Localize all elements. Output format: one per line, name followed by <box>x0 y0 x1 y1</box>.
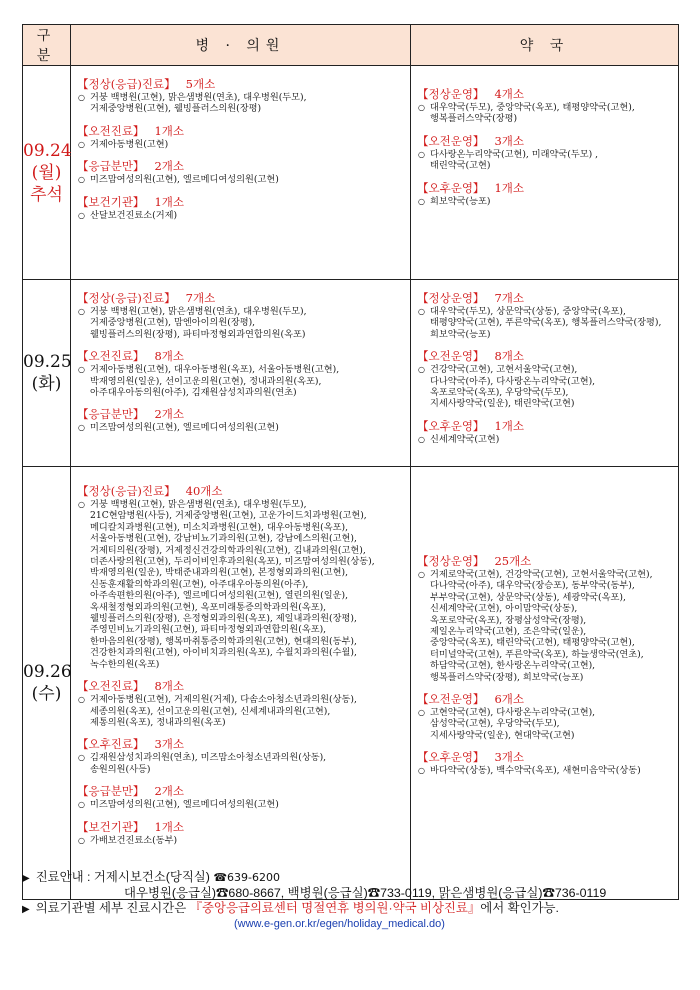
facility-list <box>77 835 406 846</box>
header-pharmacy: 약 국 <box>411 25 679 66</box>
circle-bullet-icon: ○ <box>418 434 425 444</box>
facility-line: 미즈맘여성의원(고현), 엘르메디여성의원(고현) <box>90 799 279 811</box>
facility-list <box>77 752 406 775</box>
facility-line: 신세계약국(고현), 아이맘약국(상동), <box>430 603 578 615</box>
group-count: 1개소 <box>494 418 524 433</box>
group-count: 5개소 <box>185 77 216 91</box>
facility-group <box>77 678 406 728</box>
circle-bullet-icon: ○ <box>78 695 85 705</box>
group-category: 【보건기관】 <box>77 819 145 834</box>
circle-bullet-icon: ○ <box>78 365 85 375</box>
facility-group <box>417 290 674 340</box>
facility-line: 거붕 백병원(고현), 맑은샘병원(연초), 대우병원(두모), <box>90 499 307 510</box>
schedule-table <box>22 24 679 900</box>
group-count: 7개소 <box>494 291 524 305</box>
date-cell <box>23 467 71 900</box>
weekday-label: (수) <box>31 684 62 704</box>
facility-group <box>77 348 406 398</box>
facility-group <box>77 194 406 221</box>
facility-group <box>417 133 674 172</box>
facility-line: 제통의원(옥포), 정내과의원(옥포) <box>90 716 226 728</box>
facility-list <box>77 422 406 433</box>
note-detail <box>22 901 682 917</box>
group-title <box>77 194 406 210</box>
facility-line: 박재영의원(일운), 선이고운의원(고현), 정내과의원(옥포), <box>90 375 322 387</box>
facility-list <box>417 569 674 683</box>
facility-line: 다나약국(아주), 대우약국(장승포), 동부약국(동부), <box>430 580 635 592</box>
header-clinic: 병 · 의원 <box>71 25 411 66</box>
circle-bullet-icon: ○ <box>78 500 85 509</box>
facility-line: 웰빙플러스의원(장평), 파티마정형외과연합의원(옥포) <box>90 328 306 340</box>
note-contact-phone: ☎639-6200 <box>213 871 281 884</box>
group-count: 2개소 <box>154 784 184 799</box>
facility-group <box>417 348 674 410</box>
circle-bullet-icon: ○ <box>78 307 85 316</box>
group-category: 【정상운영】 <box>417 554 485 568</box>
facility-line: 희보약국(능포) <box>430 195 491 207</box>
facility-line: 세종의원(옥포), 선이고운의원(고현), 신세계내과의원(고현), <box>90 705 331 717</box>
facility-line: 중앙약국(옥포), 태린약국(고현), 태평양약국(고현), <box>430 637 635 649</box>
facility-line: 바다약국(상동), 백수약국(옥포), 새현미음약국(상동) <box>430 765 641 777</box>
facility-line: 대우약국(두모), 중앙약국(옥포), 태평양약국(고현), <box>430 102 635 113</box>
notes-section <box>22 870 682 932</box>
facility-line: 신세계약국(고현) <box>430 433 500 445</box>
group-category: 【오전진료】 <box>77 123 145 138</box>
facility-line: 산달보건진료소(거제) <box>90 209 178 221</box>
pharmacy-cell <box>411 280 679 467</box>
group-count: 3개소 <box>494 133 524 148</box>
group-title <box>417 553 674 569</box>
facility-list <box>417 364 674 410</box>
group-category: 【오전운영】 <box>417 349 485 364</box>
table-header-row <box>23 25 679 66</box>
facility-line: 대우약국(두모), 상문약국(상동), 중앙약국(옥포), <box>430 306 626 317</box>
group-category: 【응급분만】 <box>77 784 145 799</box>
facility-line: 녹수한의원(옥포) <box>90 658 160 670</box>
facility-line: 주영민비뇨기과의원(고현), 파티마정형외과연합의원(옥포), <box>90 624 327 636</box>
facility-list <box>77 364 406 398</box>
facility-line: 거붕 백병원(고현), 맑은샘병원(연초), 대우병원(두모), <box>90 306 307 317</box>
group-count: 2개소 <box>154 159 184 174</box>
note-detail-highlight: 『중앙응급의료센터 명절연휴 병의원·약국 비상진료』 <box>189 901 481 915</box>
facility-list <box>77 210 406 221</box>
circle-bullet-icon: ○ <box>78 835 85 845</box>
group-title <box>77 123 406 139</box>
facility-list <box>417 149 674 172</box>
facility-line: 신동훈재활의학과의원(고현), 아주대우아동의원(아주), <box>90 578 309 590</box>
circle-bullet-icon: ○ <box>418 307 425 316</box>
facility-group <box>77 123 406 150</box>
triangle-right-icon: ▶ <box>22 904 30 915</box>
group-count: 3개소 <box>494 750 524 765</box>
facility-line: 태린약국(고현) <box>430 160 491 172</box>
group-category: 【오후운영】 <box>417 418 485 433</box>
facility-line: 거제중앙병원(고현), 웰빙플러스의원(장평) <box>90 103 262 115</box>
facility-line: 한마음의원(장평), 행복마취통증의학과의원(고현), 현대의원(동부), <box>90 635 357 647</box>
group-category: 【오전진료】 <box>77 679 145 694</box>
facility-line: 거제중앙병원(고현), 맘엔아이의원(장평), <box>90 317 256 329</box>
group-title <box>417 86 674 102</box>
facility-list <box>77 174 406 185</box>
facility-line: 옥포로약국(옥포), 장평삼성약국(장평), <box>430 614 587 626</box>
facility-line: 김재원삼성치과의원(연초), 미즈맘소아청소년과의원(상동), <box>90 752 327 764</box>
facility-line: 다사랑온누리약국(고현), 미래약국(두모) , <box>430 148 599 160</box>
group-title <box>77 76 406 92</box>
day-row-0924 <box>23 66 679 280</box>
facility-list <box>417 196 674 207</box>
circle-bullet-icon: ○ <box>78 753 85 763</box>
group-category: 【오전진료】 <box>77 349 145 364</box>
group-category: 【오후운영】 <box>417 180 485 195</box>
facility-line: 21C현암병원(사등), 거제중앙병원(고현), 고운가이드치과병원(고현), <box>90 510 367 522</box>
group-title <box>77 406 406 422</box>
facility-list <box>77 306 406 340</box>
triangle-right-icon: ▶ <box>22 873 30 884</box>
pharmacy-cell <box>411 467 679 900</box>
facility-line: 거제아동병원(고현) <box>90 138 169 150</box>
circle-bullet-icon: ○ <box>418 570 425 579</box>
facility-line: 삼성약국(고현), 우당약국(두모), <box>430 718 560 730</box>
facility-line: 하담약국(고현), 한사랑온누리약국(고현), <box>430 660 596 672</box>
date-cell <box>23 280 71 467</box>
group-category: 【오전운영】 <box>417 133 485 148</box>
circle-bullet-icon: ○ <box>418 708 425 718</box>
group-category: 【보건기관】 <box>77 194 145 209</box>
group-category: 【오후운영】 <box>417 750 485 765</box>
facility-line: 행복플러스약국(장평) <box>430 113 518 125</box>
facility-line: 송원의원(사등) <box>90 763 151 775</box>
group-count: 2개소 <box>154 407 184 422</box>
facility-line: 희보약국(능포) <box>430 328 491 340</box>
clinic-cell <box>71 66 411 280</box>
day-row-0925 <box>23 280 679 467</box>
circle-bullet-icon: ○ <box>78 800 85 810</box>
note-contact <box>22 870 682 886</box>
facility-line: 다나약국(아주), 다사랑온누리약국(고현), <box>430 375 596 387</box>
facility-line: 건강한치과의원(고현), 아이비치과의원(옥포), 수월치과의원(수월), <box>90 647 357 659</box>
group-category: 【정상운영】 <box>417 291 485 305</box>
schedule-sheet <box>22 24 678 900</box>
date-label: 09.26 <box>23 662 72 682</box>
facility-list <box>77 799 406 810</box>
header-date: 구 분 <box>23 25 71 66</box>
group-category: 【오전운영】 <box>417 692 485 707</box>
facility-list <box>77 694 406 728</box>
facility-line: 부부약국(고현), 상문약국(상동), 세광약국(옥포), <box>430 591 626 603</box>
facility-group <box>77 483 406 670</box>
facility-group <box>77 783 406 810</box>
facility-line: 거붕 백병원(고현), 맑은샘병원(연초), 대우병원(두모), <box>90 92 307 103</box>
group-category: 【응급분만】 <box>77 407 145 422</box>
facility-list <box>77 92 406 115</box>
group-count: 1개소 <box>154 819 184 834</box>
date-label: 09.25 <box>23 352 72 372</box>
facility-group <box>417 691 674 741</box>
facility-line: 거제아동병원(고현), 대우아동병원(옥포), 서울아동병원(고현), <box>90 364 340 376</box>
weekday-label: (월) <box>31 162 62 183</box>
group-title <box>77 483 406 499</box>
group-title <box>77 290 406 306</box>
facility-group <box>77 158 406 185</box>
circle-bullet-icon: ○ <box>418 766 425 776</box>
facility-list <box>417 434 674 445</box>
facility-line: 미즈맘여성의원(고현), 엘르메디여성의원(고현) <box>90 174 279 186</box>
circle-bullet-icon: ○ <box>418 149 425 159</box>
facility-list <box>417 306 674 340</box>
facility-group <box>417 418 674 445</box>
group-category: 【정상운영】 <box>417 87 485 101</box>
facility-group <box>77 736 406 775</box>
note-hospital-phones: 대우병원(응급실)☎680-8667, 백병원(응급실)☎733-0119, 맑은샘병원(응급실)☎736-0119 <box>124 886 607 900</box>
circle-bullet-icon: ○ <box>418 365 425 375</box>
circle-bullet-icon: ○ <box>78 93 85 102</box>
facility-line: 지세사랑약국(일운), 현대약국(고현) <box>430 729 575 741</box>
facility-group <box>417 180 674 207</box>
group-category: 【오후진료】 <box>77 737 145 752</box>
group-count: 6개소 <box>494 692 524 707</box>
circle-bullet-icon: ○ <box>78 210 85 220</box>
group-count: 3개소 <box>154 737 184 752</box>
group-count: 4개소 <box>494 87 524 101</box>
group-count: 8개소 <box>154 679 184 694</box>
group-title <box>417 133 674 149</box>
clinic-cell <box>71 467 411 900</box>
note-url-link[interactable]: (www.e-gen.or.kr/egen/holiday_medical.do) <box>234 918 445 930</box>
group-category: 【정상(응급)진료】 <box>77 291 176 305</box>
group-title <box>417 290 674 306</box>
group-count: 8개소 <box>494 349 524 364</box>
facility-group <box>77 76 406 115</box>
group-category: 【정상(응급)진료】 <box>77 77 176 91</box>
facility-group <box>77 290 406 340</box>
holiday-label: 추석 <box>30 184 63 205</box>
facility-group <box>417 749 674 776</box>
group-title <box>417 749 674 765</box>
group-count: 40개소 <box>185 484 223 498</box>
facility-line: 건강약국(고현), 고현서울약국(고현), <box>430 364 578 376</box>
facility-group <box>417 553 674 683</box>
weekday-label: (화) <box>31 374 62 394</box>
group-title <box>417 691 674 707</box>
note-contact-label: 진료안내 : 거제시보건소(당직실) <box>35 870 210 884</box>
group-title <box>417 180 674 196</box>
facility-line: 미즈맘여성의원(고현), 엘르메디여성의원(고현) <box>90 422 279 434</box>
group-title <box>417 418 674 434</box>
group-title <box>77 158 406 174</box>
facility-line: 고현약국(고현), 다사랑온누리약국(고현), <box>430 707 596 719</box>
facility-line: 거제로약국(고현), 건강약국(고현), 고현서울약국(고현), <box>430 569 653 580</box>
facility-line: 박재영의원(일운), 박태준내과의원(고현), 본정형외과의원(고현), <box>90 567 348 579</box>
group-count: 7개소 <box>185 291 216 305</box>
circle-bullet-icon: ○ <box>418 196 425 206</box>
facility-line: 더존사랑의원(고현), 두리이비인후과의원(옥포), 미즈맘여성의원(상동), <box>90 556 375 568</box>
day-row-0926 <box>23 467 679 900</box>
facility-line: 터미널약국(고현), 푸른약국(옥포), 하늘생약국(연초), <box>430 648 644 660</box>
facility-group <box>77 819 406 846</box>
circle-bullet-icon: ○ <box>78 423 85 433</box>
group-title <box>77 348 406 364</box>
facility-line: 메디칼치과병원(고현), 미소치과병원(고현), 대우아동병원(옥포), <box>90 521 348 533</box>
note-detail-prefix: 의료기관별 세부 진료시간은 <box>35 901 190 915</box>
clinic-cell <box>71 280 411 467</box>
facility-line: 서울아동병원(고현), 강남비뇨기과의원(고현), 강남에스의원(고현), <box>90 533 357 545</box>
facility-line: 웰빙플러스의원(장평), 은정형외과의원(옥포), 제일내과의원(장평), <box>90 613 357 625</box>
group-title <box>77 783 406 799</box>
facility-line: 아주속편한의원(아주), 엘르메디여성의원(고현), 열린의원(일운), <box>90 590 348 602</box>
circle-bullet-icon: ○ <box>418 103 425 112</box>
circle-bullet-icon: ○ <box>78 139 85 149</box>
facility-list <box>417 765 674 776</box>
group-title <box>77 819 406 835</box>
circle-bullet-icon: ○ <box>78 175 85 185</box>
pharmacy-cell <box>411 66 679 280</box>
facility-list <box>77 499 406 670</box>
facility-line: 태평양약국(고현), 푸른약국(옥포), 행복플러스약국(장평), <box>430 317 662 329</box>
facility-line: 제일온누리약국(고현), 조은약국(일운), <box>430 626 587 638</box>
date-cell <box>23 66 71 280</box>
facility-line: 옥새철정형외과의원(고현), 옥포미래통증의학과의원(옥포), <box>90 601 327 613</box>
facility-line: 지세사랑약국(일운), 태린약국(고현) <box>430 398 575 410</box>
note-detail-suffix: 에서 확인가능. <box>480 901 559 915</box>
facility-list <box>77 139 406 150</box>
group-count: 8개소 <box>154 349 184 364</box>
facility-list <box>417 102 674 125</box>
facility-line: 가배보건진료소(동부) <box>90 834 178 846</box>
group-count: 1개소 <box>494 180 524 195</box>
group-title <box>77 678 406 694</box>
facility-line: 거제티의원(장평), 거제정신건강의학과의원(고현), 김내과의원(고현), <box>90 544 366 556</box>
facility-list <box>417 707 674 741</box>
group-title <box>417 348 674 364</box>
group-category: 【정상(응급)진료】 <box>77 484 176 498</box>
group-count: 1개소 <box>154 194 184 209</box>
group-count: 25개소 <box>494 554 532 568</box>
facility-group <box>417 86 674 125</box>
facility-line: 아주대우아동의원(아주), 김재원삼성치과의원(연초) <box>90 387 297 399</box>
facility-line: 옥포로약국(옥포), 우당약국(두모), <box>430 387 569 399</box>
group-category: 【응급분만】 <box>77 159 145 174</box>
date-label: 09.24 <box>23 140 72 161</box>
group-title <box>77 736 406 752</box>
facility-line: 거제아동병원(고현), 거제의원(거제), 다솜소아청소년과의원(상동), <box>90 694 357 706</box>
facility-group <box>77 406 406 433</box>
group-count: 1개소 <box>154 123 184 138</box>
facility-line: 행복플러스약국(장평), 희보약국(능포) <box>430 671 584 683</box>
